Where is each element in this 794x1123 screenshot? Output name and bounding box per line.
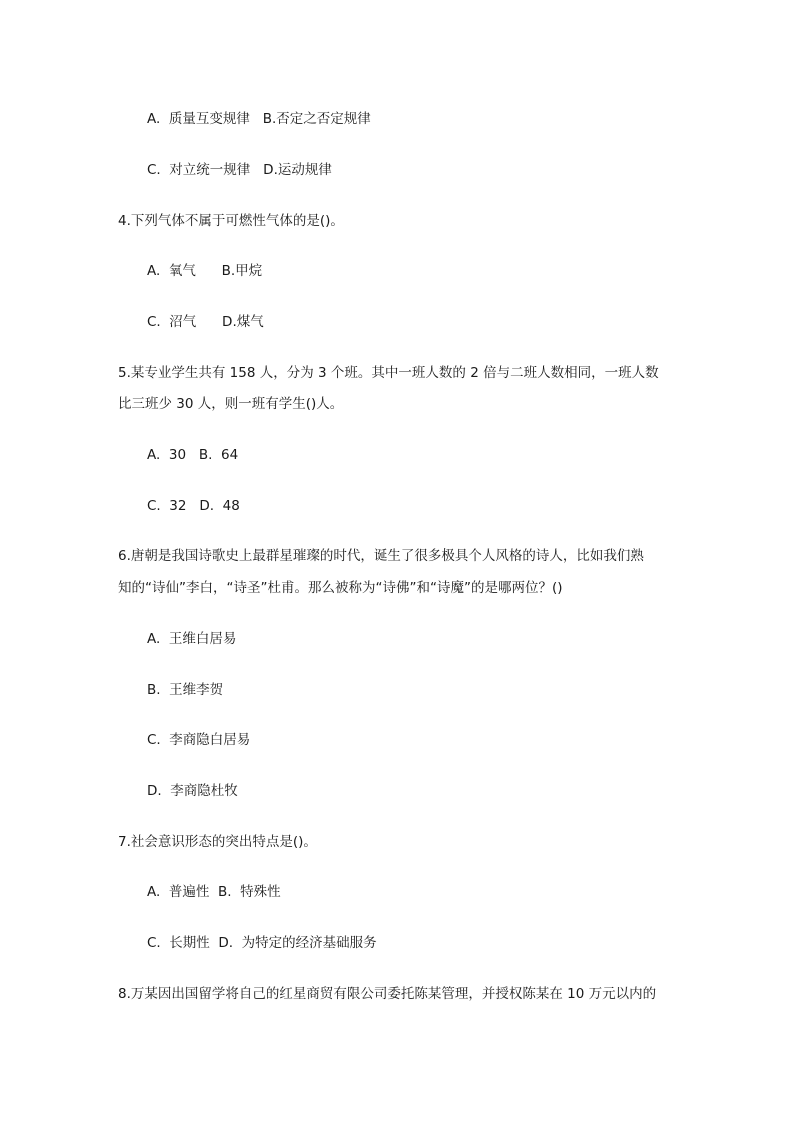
- question-7: 7.社会意识形态的突出特点是()。: [118, 834, 317, 850]
- question-6-line-2: 知的“诗仙”李白，“诗圣”杜甫。那么被称为“诗佛”和“诗魔”的是哪两位？(): [118, 580, 563, 596]
- q3-options-cd: C. 对立统一规律 D.运动规律: [147, 162, 332, 178]
- question-8-line-1: 8.万某因出国留学将自己的红星商贸有限公司委托陈某管理，并授权陈某在 10 万元以内的: [118, 986, 657, 1002]
- q5-options-ab: A. 30 B. 64: [147, 447, 239, 463]
- q4-options-cd: C. 沼气 D.煤气: [147, 314, 264, 330]
- q7-options-cd: C. 长期性 D. 为特定的经济基础服务: [147, 935, 377, 951]
- question-6-line-1: 6.唐朝是我国诗歌史上最群星璀璨的时代，诞生了很多极具个人风格的诗人，比如我们熟: [118, 548, 644, 564]
- q3-options-ab: A. 质量互变规律 B.否定之否定规律: [147, 111, 371, 127]
- q4-options-ab: A. 氧气 B.甲烷: [147, 263, 263, 279]
- question-5-line-2: 比三班少 30 人，则一班有学生()人。: [118, 396, 344, 412]
- q6-option-a: A. 王维白居易: [147, 631, 237, 647]
- q5-options-cd: C. 32 D. 48: [147, 498, 240, 514]
- question-4: 4.下列气体不属于可燃性气体的是()。: [118, 213, 344, 229]
- q6-option-c: C. 李商隐白居易: [147, 732, 251, 748]
- question-5-line-1: 5.某专业学生共有 158 人，分为 3 个班。其中一班人数的 2 倍与二班人数相同，一班人数: [118, 365, 659, 381]
- q7-options-ab: A. 普遍性 B. 特殊性: [147, 884, 281, 900]
- q6-option-b: B. 王维李贺: [147, 682, 224, 698]
- q6-option-d: D. 李商隐杜牧: [147, 783, 238, 799]
